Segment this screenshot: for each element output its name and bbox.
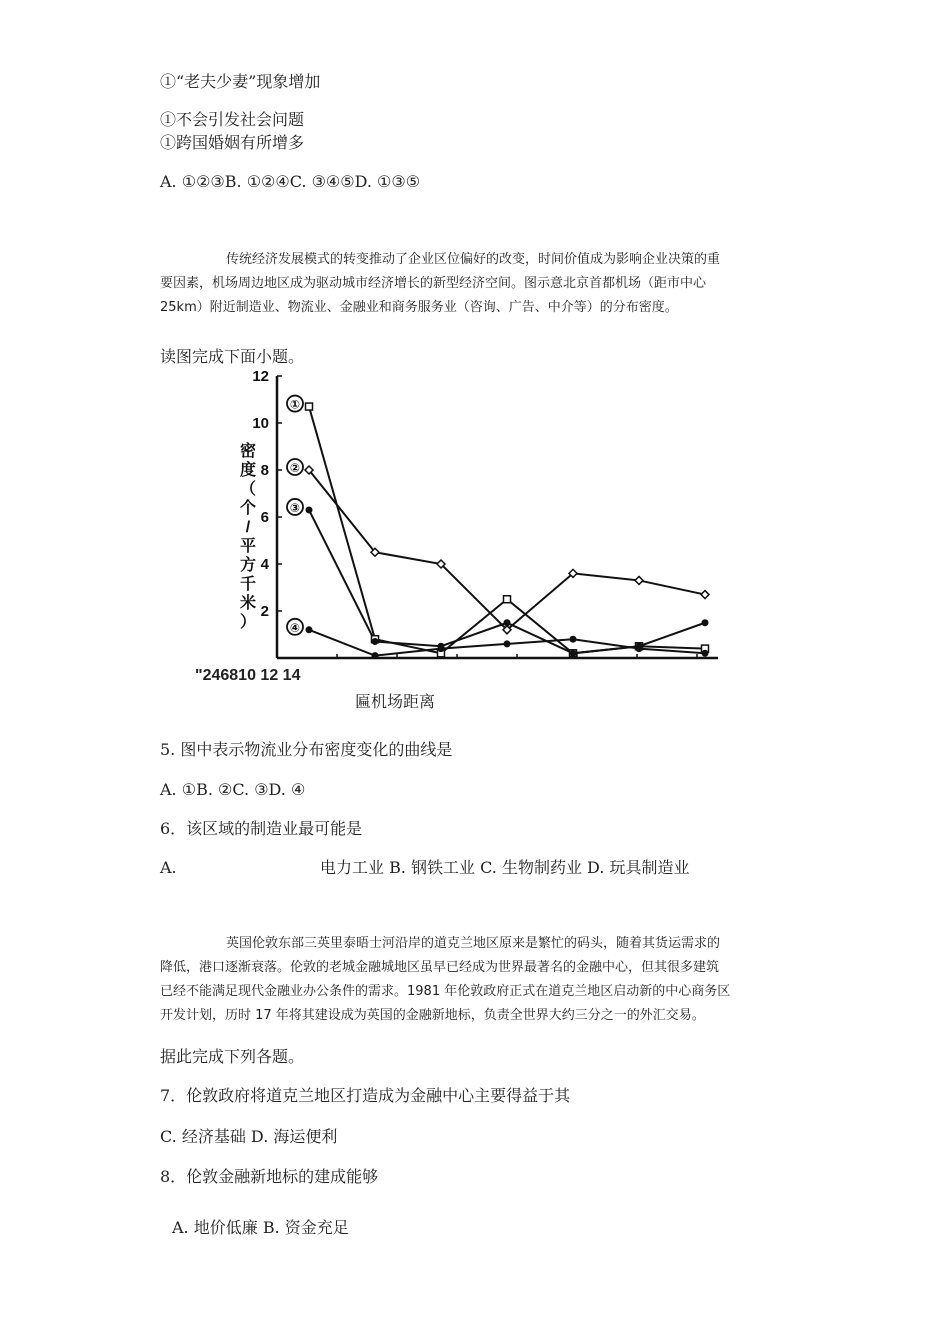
q6-option-a-label: A.: [160, 858, 177, 877]
y-tick-label: 10: [252, 415, 269, 432]
q6-options: 电力工业 B. 钢铁工业 C. 生物制药业 D. 玩具制造业: [320, 858, 690, 877]
y-axis-label: [240, 441, 256, 631]
series-3-point: [372, 638, 379, 645]
x-axis-label: 匾机场距离: [355, 692, 436, 711]
y-axis-label-char: 千: [239, 576, 257, 593]
q4-item-3: ①跨国婚姻有所增多: [160, 133, 305, 152]
passage-london-line-2: 降低，港口逐渐衰落。伦敦的老城金融城地区虽早已经成为世界最著名的金融中心，但其很多建筑: [160, 960, 720, 975]
y-tick-label: 2: [260, 603, 269, 620]
q7-question: 7．伦敦政府将道克兰地区打造成为金融中心主要得益于其: [160, 1086, 571, 1105]
series-3-point: [702, 619, 709, 626]
series-2-point: [701, 591, 709, 599]
q8-question: 8．伦敦金融新地标的建成能够: [160, 1167, 379, 1186]
series-lines: [309, 407, 705, 656]
passage-london-line-3: 已经不能满足现代金融业办公条件的需求。1981 年伦敦政府正式在道克兰地区启动新的中心商务区: [160, 984, 731, 999]
read-prompt: 读图完成下面小题。: [160, 347, 305, 366]
q4-item-1: ①“老夫少妻”现象增加: [160, 72, 321, 91]
y-axis-label-char: /: [245, 519, 251, 536]
q7-options: C. 经济基础 D. 海运便利: [160, 1127, 338, 1146]
series-4-point: [372, 652, 379, 659]
q5-question: 5. 图中表示物流业分布密度变化的曲线是: [160, 740, 453, 759]
passage-airport-line-2: 要因素，机场周边地区成为驱动城市经济增长的新型经济空间。图示意北京首都机场（距市中心: [160, 276, 707, 291]
series-4-point: [636, 645, 643, 652]
series-1-point: [504, 596, 511, 603]
chart-axes: [277, 376, 718, 658]
q5-options: A. ①B. ②C. ③D. ④: [160, 780, 306, 799]
series-1-label: ①: [289, 397, 301, 412]
series-line-1: [309, 407, 705, 654]
y-axis-label-char: 度: [239, 462, 257, 479]
y-axis-label-char: 米: [239, 595, 257, 612]
series-3-label: ③: [289, 500, 301, 515]
passage-airport-line-1: 传统经济发展模式的转变推动了企业区位偏好的改变，时间价值成为影响企业决策的重: [226, 252, 721, 267]
y-axis-label-char: 平: [239, 538, 257, 555]
series-3-point: [306, 506, 313, 513]
series-2-point: [635, 576, 643, 584]
y-axis-label-char: 方: [239, 557, 257, 574]
y-axis-label-char: 个: [239, 500, 257, 517]
series-4-point: [702, 650, 709, 657]
y-axis-label-char: （: [239, 481, 257, 498]
series-4-point: [306, 626, 313, 633]
group-prompt: 据此完成下列各题。: [160, 1047, 305, 1066]
q8-options: A. 地价低廉 B. 资金充足: [172, 1218, 349, 1237]
series-3-point: [570, 650, 577, 657]
passage-airport: [160, 248, 785, 320]
passage-london-line-1: 英国伦敦东部三英里泰晤士河沿岸的道克兰地区原来是繁忙的码头，随着其货运需求的: [226, 936, 721, 951]
series-4-point: [504, 640, 511, 647]
series-line-2: [309, 470, 705, 630]
passage-london-line-4: 开发计划，历时 17 年将其建设成为英国的金融新地标，负责全世界大约三分之一的外汇交易。: [160, 1008, 705, 1023]
x-tick-labels: "246810 12 14: [195, 667, 301, 684]
series-4-label: ④: [289, 620, 301, 635]
y-axis-label-char: ）: [239, 614, 257, 631]
y-axis-label-char: 密: [239, 443, 257, 460]
y-tick-label: 6: [260, 509, 269, 526]
q6-question: 6．该区域的制造业最可能是: [160, 819, 363, 838]
q4-item-2: ①不会引发社会问题: [160, 110, 305, 129]
series-4-point: [438, 645, 445, 652]
series-1-point: [306, 403, 313, 410]
passage-london: [160, 932, 785, 1028]
series-3-point: [504, 619, 511, 626]
q4-options: A. ①②③B. ①②④C. ③④⑤D. ①③⑤: [160, 172, 421, 191]
series-2-label: ②: [289, 461, 301, 475]
series-4-point: [570, 636, 577, 643]
y-tick-label: 12: [252, 368, 269, 385]
density-line-chart: [190, 368, 740, 688]
y-tick-label: 8: [260, 462, 269, 479]
series-labels: [287, 396, 303, 635]
y-tick-label: 4: [260, 556, 269, 573]
passage-airport-line-3: 25km）附近制造业、物流业、金融业和商务服务业（咨询、广告、中介等）的分布密度。: [160, 300, 678, 315]
